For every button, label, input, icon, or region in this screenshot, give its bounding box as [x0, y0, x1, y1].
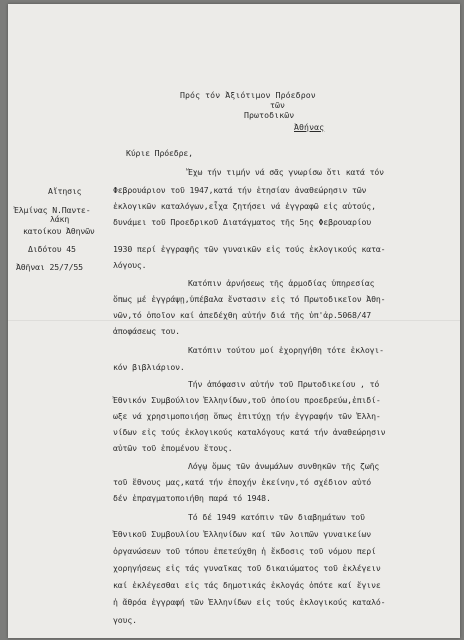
- body-line: Ἐθνικόν Συμβούλιον Ἑλληνίδων,τοῦ ὁποίου προεδρεύω,ἐπιδί-: [113, 395, 381, 405]
- body-line: τοῦ ἔθνους μας,κατά τήν ἐποχήν ἐκείνην,τό σχέδιον αὐτό: [113, 477, 372, 487]
- sidebar-date: Ἀθῆναι 25/7/55: [16, 262, 83, 272]
- body-line: Φεβρουάριον τοῦ 1947,κατά τήν ἐτησίαν ἀναθεώρησιν τῶν: [113, 185, 367, 195]
- body-line: Κατόπιν ἀρνήσεως τῆς ἁρμοδίας ὑπηρεσίας: [188, 278, 375, 288]
- body-line: ὅπως μέ ἐγγράψῃ,ὑπέβαλα ἔνστασιν εἰς τό Πρωτοδικεῖον Ἀθη-: [113, 294, 386, 304]
- body-line: ἡ ἄθρόα ἐγγραφή τῶν Ἑλληνίδων εἰς τούς ἐκλογικούς καταλό-: [113, 597, 386, 607]
- body-line: ωξε νά χρησιμοποιήσῃ ὅπως ἐπιτύχῃ τήν ἐγγραφήν τῶν Ἑλλη-: [113, 411, 381, 421]
- body-line: αὐτῶν τοῦ ἑπομένου ἔτους.: [113, 443, 233, 453]
- body-line: Λόγῳ ὅμως τῶν ἀνωμάλων συνθηκῶν τῆς ζωῆς: [188, 461, 380, 471]
- body-line: νίδων εἰς τούς ἐκλογικούς καταλόγους κατά τήν ἀναθεώρησιν: [113, 427, 386, 437]
- body-line: ἐκλογικῶν καταλόγων,εἶχα ζητήσει νά ἐγγραφῶ εἰς αὐτούς,: [113, 201, 376, 211]
- sidebar-name: Ἐλμίνας Ν.Παντε-: [14, 205, 91, 215]
- body-line: νῶν,τό ὁποῖον καί ἀπεδέχθη αὐτήν διά τῆς ὑπ'ἀρ.5068/47: [113, 310, 372, 320]
- body-line: κόν βιβλιάριον.: [113, 362, 185, 372]
- body-line: ὀργανώσεων τοῦ τόπου ἐπετεύχθη ἡ ἔκδοσις τοῦ νόμου περί: [113, 546, 376, 556]
- body-line: δέν ἐπραγματοποιήθη παρά τό 1948.: [113, 493, 271, 503]
- sidebar-residence: κατοίκου Ἀθηνῶν: [23, 226, 95, 236]
- body-line: Τό δέ 1949 κατόπιν τῶν διαβημάτων τοῦ: [188, 512, 365, 522]
- sidebar-name-cont: λάκη: [50, 214, 70, 224]
- sidebar-title: Αἴτησις: [48, 186, 82, 196]
- address-line-3: Πρωτοδικῶν: [244, 110, 295, 120]
- body-line: λόγους.: [113, 260, 147, 270]
- salutation: Κύριε Πρόεδρε,: [126, 148, 193, 158]
- address-city: Ἀθήνας: [294, 122, 325, 132]
- body-line: δυνάμει τοῦ Προεδρικοῦ Διατάγματος τῆς 5ης Φεβρουαρίου: [113, 217, 372, 227]
- document-page: [8, 4, 460, 638]
- body-line: καί ἐκλέγεσθαι εἰς τάς δημοτικάς ἐκλογάς ὁπότε καί ἔγινε: [113, 580, 381, 590]
- body-line: χορηγήσεως εἰς τάς γυναῖκας τοῦ δικαιώματος τοῦ ἐκλέγειν: [113, 563, 381, 573]
- sidebar-street: Διδότου 45: [28, 244, 76, 254]
- body-line: Ἔχω τήν τιμήν νά σᾶς γνωρίσω ὅτι κατά τόν: [188, 167, 384, 177]
- body-line: Τήν ἀπόφασιν αὐτήν τοῦ Πρωτοδικείου , τό: [188, 379, 380, 389]
- page-fold: [8, 320, 460, 321]
- address-line-1: Πρός τόν Ἀξιότιμον Πρόεδρον: [180, 90, 316, 100]
- body-line: Κατόπιν τούτου μοί ἐχορηγήθη τότε ἐκλογι-: [188, 345, 384, 355]
- body-line: γους.: [113, 615, 137, 625]
- body-line: Ἐθνικοῦ Συμβουλίου Ἑλληνίδων καί τῶν λοιπῶν γυναικείων: [113, 529, 372, 539]
- address-line-2: τῶν: [270, 100, 286, 110]
- body-line: ἀποφάσεως του.: [113, 326, 180, 336]
- body-line: 1930 περί ἐγγραφῆς τῶν γυναικῶν εἰς τούς ἐκλογικούς κατα-: [113, 244, 386, 254]
